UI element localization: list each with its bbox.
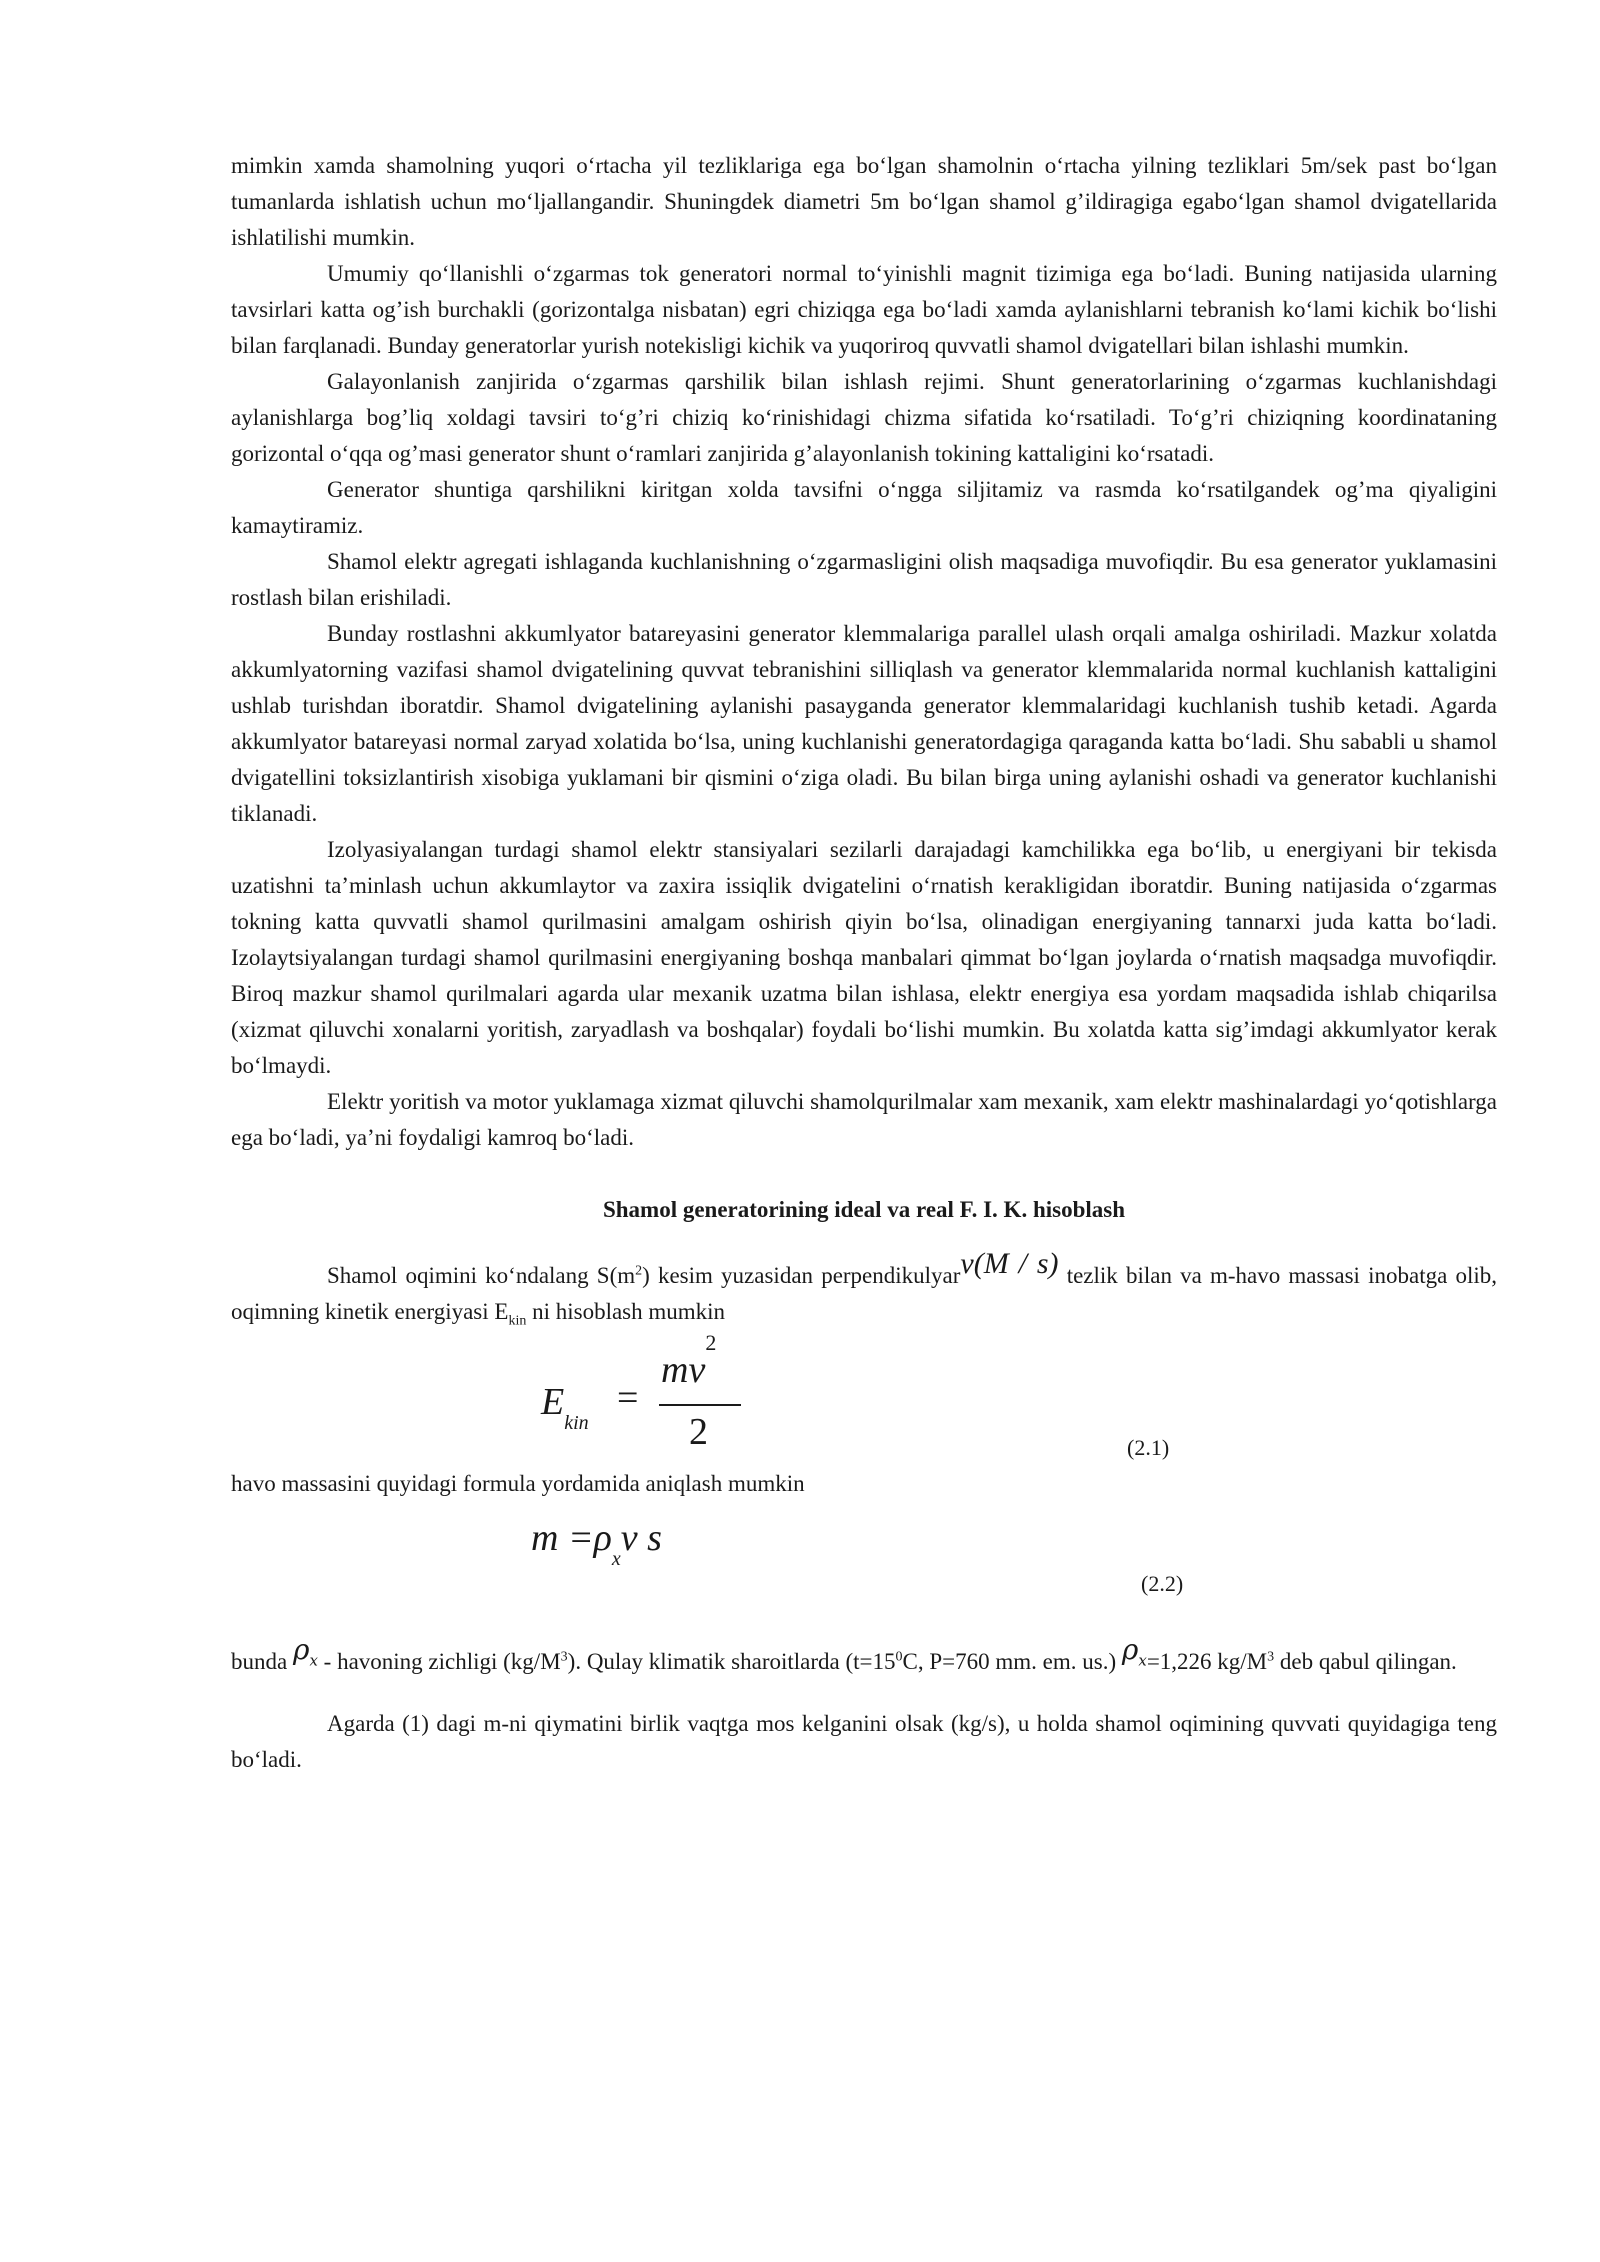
paragraph: Galayonlanish zanjirida o‘zgarmas qarshilik bilan ishlash rejimi. Shunt generatorlarining o‘zgarmas kuchlanishdagi aylanishlarga bog’liq xoldagi tavsiri to‘g’ri chiziq ko‘rinishidagi chizma sifatida ko‘rsatiladi. To‘g’ri chiziqning koordinataning gorizontal o‘qqa og’masi generator shunt o‘ramlari zanjirida g’alayonlanish tokining kattaligini ko‘rsatadi. [231,369,1497,466]
rho-symbol: $\rho_x$ [292,1633,318,1670]
document-body [231,148,1497,1778]
paragraph: havo massasini quyidagi formula yordamida aniqlash mumkin [231,1471,805,1496]
formula-denominator: 2 [689,1411,708,1453]
paragraph: Bunday rostlashni akkumlyator batareyasini generator klemmalariga parallel ulash orqali amalga oshiriladi. Mazkur xolatda akkumlyatorning vazifasi shamol dvigatelining quvvat tebranishini silliqlash va generator klemmalarida normal kuchlanish kattaligini ushlab turishdan iboratdir. Shamol dvigatelining aylanishi pasayganda generator klemmalaridagi kuchlanish tushib ketadi. Agarda akkumlyator batareyasi normal zaryad xolatida bo‘lsa, uning kuchlanishi generatordagiga qaraganda katta bo‘ladi. Shu sababli u shamol dvigatellini toksizlantirish xisobiga yuklamani bir qismini o‘ziga oladi. Bu bilan birga uning aylanishi oshadi va generator kuchlanishi tiklanadi. [231,621,1497,826]
equation-number: (2.2) [1141,1571,1184,1596]
formula-expression: $m =\rho_x\nu$ s [531,1517,662,1570]
paragraph-kinetic-energy: Shamol oqimini ko‘ndalang $S(m^2)$ kesim yuzasidan perpendikulyarν(M / s) tezlik bilan va m-havo massasi inobatga olib, oqimning kinetik energiyasi $E_{kin}$ ni hisoblash mumkin [231,1247,1497,1329]
formula-2-2 [231,1517,1497,1616]
paragraph: Elektr yoritish va motor yuklamaga xizmat qiluvchi shamolqurilmalar xam mexanik, xam elektr mashinalardagi yo‘qotishlarga ega bo‘ladi, ya’ni foydaligi kamroq bo‘ladi. [231,1089,1497,1150]
paragraph: Generator shuntiga qarshilikni kiritgan xolda tavsifni o‘ngga siljitamiz va rasmda ko‘rsatilgandek og’ma qiyaligini kamaytiramiz. [231,477,1497,538]
paragraph: Shamol elektr agregati ishlaganda kuchlanishning o‘zgarmasligini olish maqsadiga muvofiqdir. Bu esa generator yuklamasini rostlash bilan erishiladi. [231,549,1497,610]
velocity-symbol: ν(M / s) [960,1247,1059,1280]
formula-equals: = [617,1377,639,1419]
fraction-bar [659,1404,741,1406]
paragraph: Izolyasiyalangan turdagi shamol elektr stansiyalari sezilarli darajadagi kamchilikka ega bo‘lib, u energiyani bir tekisda uzatishni ta’minlash uchun akkumlaytor va zaxira issiqlik dvigatelini o‘rnatish kerakligidan iboratdir. Buning natijasida o‘zgarmas tokning katta quvvatli shamol qurilmasini amalgam oshirish qiyin bo‘lsa, olinadigan energiyaning tannarxi juda katta bo‘ladi. Izolaytsiyalangan turdagi shamol qurilmasini energiyaning boshqa manbalari qimmat bo‘lgan joylarda o‘rnatish maqsadga muvofiqdir. Biroq mazkur shamol qurilmalari agarda ular mexanik uzatma bilan ishlasa, elektr energiya esa yordam maqsadida ishlab chiqarilsa (xizmat qiluvchi xonalarni yoritish, zaryadlash va boshqalar) foydali bo‘lishi mumkin. Bu xolatda katta sig’imdagi akkumlyator kerak bo‘lmaydi. [231,837,1497,1078]
paragraph: Agarda (1) dagi m-ni qiymatini birlik vaqtga mos kelganini olsak (kg/s), u holda shamol oqimining quvvati quyidagiga teng bo‘ladi. [231,1711,1497,1772]
paragraph: Umumiy qo‘llanishli o‘zgarmas tok generatori normal to‘yinishli magnit tizimiga ega bo‘ladi. Buning natijasida ularning tavsirlari katta og’ish burchakli (gorizontalga nisbatan) egri chiziqga ega bo‘ladi xamda aylanishlarni tebranish ko‘lami kichik bo‘lishi bilan farqlanadi. Bunday generatorlar yurish notekisligi kichik va yuqoriroq quvvatli shamol dvigatellari bilan ishlashi mumkin. [231,261,1497,358]
formula-2-1 [231,1330,1497,1466]
formula-lhs: $E_{kin}$ [541,1381,589,1434]
section-title: Shamol generatorining ideal va real F. I. K. hisoblash [602,1197,1126,1222]
equation-number: (2.1) [1127,1435,1170,1460]
paragraph: mimkin xamda shamolning yuqori o‘rtacha yil tezliklariga ega bo‘lgan shamolnin o‘rtacha yilning tezliklari 5m/sek past bo‘lgan tumanlarda ishlatish uchun mo‘ljallangandir. Shuningdek diametri 5m bo‘lgan shamol g’ildiragiga egabo‘lgan shamol dvigatellarida ishlatilishi mumkin. [231,153,1497,250]
formula-numerator: $m\nu^2$ [661,1330,717,1391]
rho-symbol: $\rho_x$ [1121,1633,1147,1670]
paragraph-air-density: bunda $\rho_x$ - havoning zichligi $(kg/M^3)$. Qulay klimatik sharoitlarda ($t=15^0C$, P=760 mm. em. us.) $\rho_x=1,226$ $kg/M^3$ deb qabul qilingan. [231,1633,1457,1674]
